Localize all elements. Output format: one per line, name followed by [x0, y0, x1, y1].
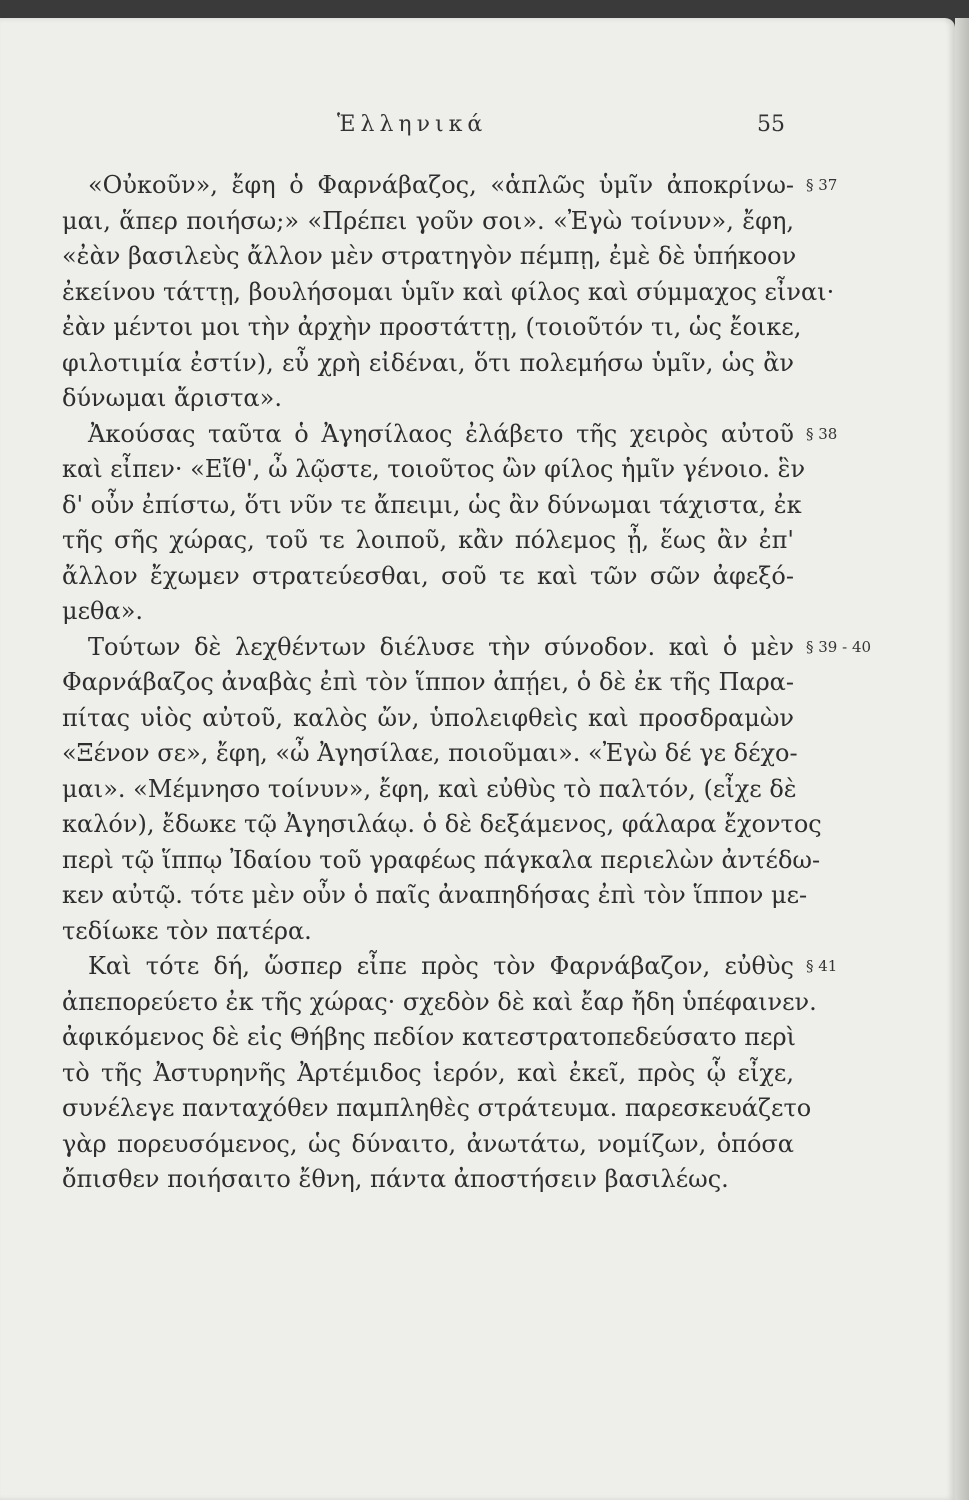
text-line: Τούτων δὲ λεχθέντων διέλυσε τὴν σύνοδον. καὶ ὁ μὲν: [88, 632, 794, 661]
section-marker: § 41: [806, 957, 838, 975]
running-title: Ἑλληνικά: [337, 112, 488, 137]
page-number: 55: [757, 112, 785, 137]
text-line: δ' οὖν ἐπίστω, ὅτι νῦν τε ἄπειμι, ὡς ἂν δύνωμαι τάχιστα, ἐκ: [62, 490, 802, 519]
text-block: [62, 168, 872, 1198]
paragraph-37: [62, 168, 838, 417]
page-edge: [955, 18, 969, 1500]
text-line: Ἀκούσας ταῦτα ὁ Ἀγησίλαος ἐλάβετο τῆς χειρὸς αὐτοῦ: [88, 419, 794, 448]
text-line: Φαρνάβαζος ἀναβὰς ἐπὶ τὸν ἵππον ἀπῄει, ὁ δὲ ἐκ τῆς Παρα-: [62, 668, 794, 696]
section-marker: § 39 - 40: [806, 637, 872, 656]
text-line: μαι». «Μέμνησο τοίνυν», ἔφη, καὶ εὐθὺς τὸ παλτόν, (εἶχε δὲ: [62, 774, 797, 803]
text-line: «ἐὰν βασιλεὺς ἄλλον μὲν στρατηγὸν πέμπῃ, ἐμὲ δὲ ὑπήκοον: [62, 242, 797, 270]
text-line: ὄπισθεν ποιήσαιτο ἔθνη, πάντα ἀποστήσειν βασιλέως.: [62, 1165, 729, 1193]
paragraph-38: [62, 417, 838, 630]
text-line: τῆς σῆς χώρας, τοῦ τε λοιποῦ, κἂν πόλεμος ᾖ, ἕως ἂν ἐπ': [62, 526, 794, 554]
text-line: περὶ τῷ ἵππῳ Ἰδαίου τοῦ γραφέως πάγκαλα περιελὼν ἀντέδω-: [62, 845, 821, 874]
text-line: καλόν), ἔδωκε τῷ Ἀγησιλάῳ. ὁ δὲ δεξάμενος, φάλαρα ἔχοντος: [62, 810, 822, 838]
text-line: συνέλεγε πανταχόθεν παμπληθὲς στράτευμα. παρεσκευάζετο: [62, 1094, 812, 1122]
paragraph-39-40: [62, 630, 872, 950]
text-line: «Οὐκοῦν», ἔφη ὁ Φαρνάβαζος, «ἁπλῶς ὑμῖν ἀποκρίνω-: [88, 171, 794, 199]
text-line: ἀπεπορεύετο ἐκ τῆς χώρας· σχεδὸν δὲ καὶ ἔαρ ἤδη ὑπέφαινεν.: [62, 987, 817, 1016]
text-line: μαι, ἅπερ ποιήσω;» «Πρέπει γοῦν σοι». «Ἐγὼ τοίνυν», ἔφη,: [62, 206, 794, 235]
section-marker: § 38: [806, 424, 838, 443]
text-line: κεν αὐτῷ. τότε μὲν οὖν ὁ παῖς ἀναπηδήσας ἐπὶ τὸν ἵππον με-: [62, 881, 808, 909]
text-line: ἐὰν μέντοι μοι τὴν ἀρχὴν προστάττῃ, (τοιοῦτόν τι, ὡς ἔοικε,: [62, 313, 802, 341]
section-marker: § 37: [806, 176, 838, 194]
page-header: [0, 112, 955, 142]
text-line: καὶ εἶπεν· «Εἴθ', ὦ λῷστε, τοιοῦτος ὢν φίλος ἡμῖν γένοιο. ἓν: [62, 455, 806, 483]
text-line: δύνωμαι ἄριστα».: [62, 384, 282, 412]
text-line: ἐκείνου τάττῃ, βουλήσομαι ὑμῖν καὶ φίλος καὶ σύμμαχος εἶναι·: [62, 277, 835, 306]
text-line: ἄλλον ἔχωμεν στρατεύεσθαι, σοῦ τε καὶ τῶν σῶν ἀφεξό-: [62, 561, 794, 590]
paragraph-41: [62, 949, 838, 1198]
text-line: πίτας υἱὸς αὐτοῦ, καλὸς ὤν, ὑπολειφθεὶς καὶ προσδραμὼν: [62, 703, 794, 732]
text-line: τὸ τῆς Ἀστυρηνῆς Ἀρτέμιδος ἱερόν, καὶ ἐκεῖ, πρὸς ᾧ εἶχε,: [62, 1058, 794, 1087]
text-line: μεθα».: [62, 597, 143, 625]
text-line: φιλοτιμία ἐστίν), εὖ χρὴ εἰδέναι, ὅτι πολεμήσω ὑμῖν, ὡς ἂν: [62, 348, 794, 377]
text-line: γὰρ πορευσόμενος, ὡς δύναιτο, ἀνωτάτω, νομίζων, ὁπόσα: [62, 1129, 794, 1158]
text-line: τεδίωκε τὸν πατέρα.: [62, 916, 312, 945]
text-line: Καὶ τότε δή, ὥσπερ εἶπε πρὸς τὸν Φαρνάβαζον, εὐθὺς: [88, 952, 794, 980]
text-line: ἀφικόμενος δὲ εἰς Θήβης πεδίον κατεστρατοπεδεύσατο περὶ: [62, 1023, 796, 1051]
text-line: «Ξένον σε», ἔφη, «ὦ Ἀγησίλαε, ποιοῦμαι». «Ἐγὼ δέ γε δέχο-: [62, 739, 798, 767]
